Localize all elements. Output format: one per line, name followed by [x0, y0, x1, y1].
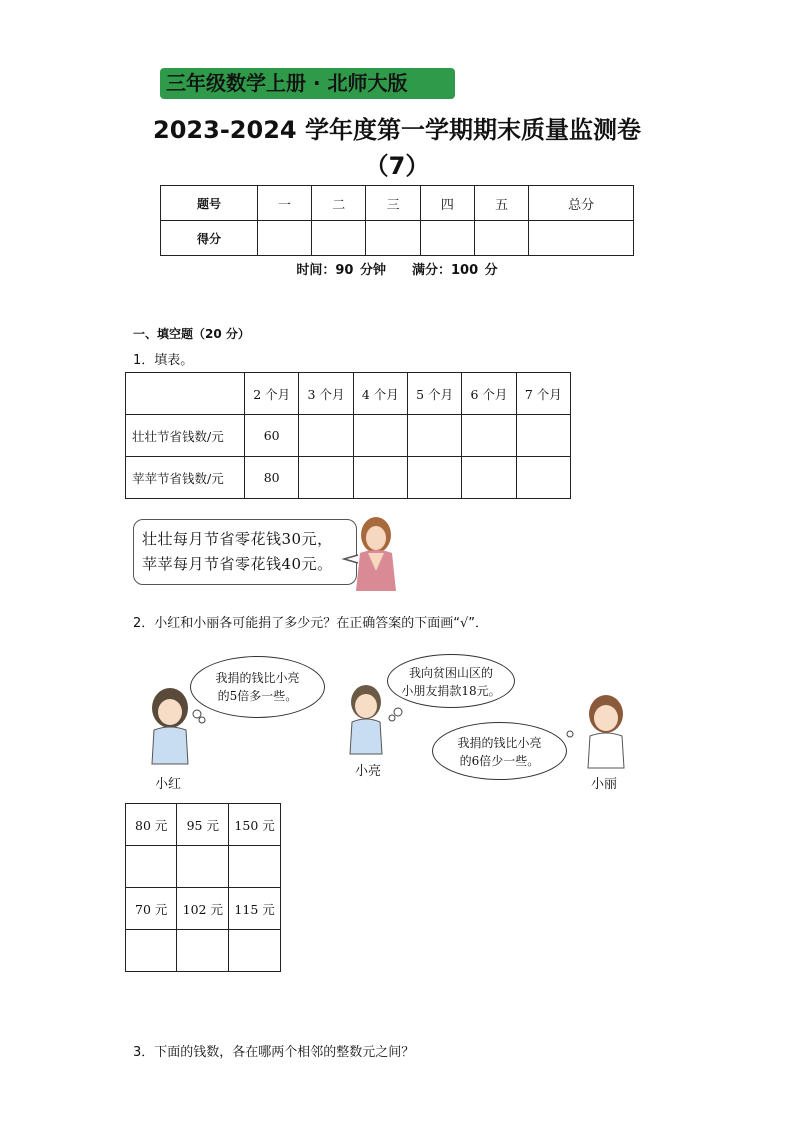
option-cell: 80 元: [126, 804, 177, 846]
month-header: 5 个月: [407, 373, 461, 415]
cloud-line: 的6倍少一些。: [459, 754, 540, 768]
thought-cloud-xiaoliang: [387, 654, 515, 708]
speech-line: 壮壮每月节省零花钱30元，: [142, 530, 333, 548]
cloud-line: 我捐的钱比小亮: [457, 736, 542, 750]
speech-line: 苹苹每月节省零花钱40元。: [142, 555, 333, 573]
answer-cell: [177, 930, 229, 972]
month-header: 4 个月: [353, 373, 407, 415]
row-label: 壮壮节省钱数/元: [126, 415, 245, 457]
month-header: 6 个月: [462, 373, 516, 415]
donation-options-table: [125, 803, 281, 972]
score-cell: [529, 221, 634, 256]
table-cell: [516, 415, 570, 457]
thought-cloud-xiaoli: [432, 722, 567, 780]
answer-cell: [229, 846, 281, 888]
xiaoliang-illustration: [340, 680, 406, 756]
option-cell: 102 元: [177, 888, 229, 930]
table-cell: 80: [245, 457, 299, 499]
score-cell: [420, 221, 474, 256]
score-cell: [257, 221, 311, 256]
blank-header-cell: [126, 373, 245, 415]
score-col: 总分: [529, 186, 634, 221]
month-header: 2 个月: [245, 373, 299, 415]
question-2: 2．小红和小丽各可能捐了多少元？在正确答案的下面画“√”．: [133, 616, 489, 631]
label-xiaoli: 小丽: [591, 777, 618, 792]
table-cell: [299, 457, 353, 499]
score-col: 二: [312, 186, 366, 221]
table-cell: 60: [245, 415, 299, 457]
grade-badge: 三年级数学上册 · 北师大版: [160, 68, 455, 99]
answer-cell: [126, 846, 177, 888]
xiaoli-illustration: [566, 690, 638, 770]
answer-cell: [229, 930, 281, 972]
table-cell: [462, 457, 516, 499]
exam-title: 2023-2024 学年度第一学期期末质量监测卷: [153, 116, 641, 144]
score-cell: [312, 221, 366, 256]
score-col: 四: [420, 186, 474, 221]
girl-illustration: [340, 513, 410, 593]
table-cell: [462, 415, 516, 457]
score-col: 一: [257, 186, 311, 221]
option-cell: 70 元: [126, 888, 177, 930]
cloud-line: 我向贫困山区的: [408, 666, 493, 680]
option-cell: 95 元: [177, 804, 229, 846]
score-table: [160, 185, 634, 256]
question-3: 3．下面的钱数，各在哪两个相邻的整数元之间？: [133, 1045, 415, 1060]
cloud-line: 我捐的钱比小亮: [215, 671, 300, 685]
label-xiaohong: 小红: [155, 777, 182, 792]
score-cell: [475, 221, 529, 256]
table-cell: [407, 415, 461, 457]
savings-table: [125, 372, 571, 499]
speech-box: [133, 519, 357, 585]
table-cell: [353, 457, 407, 499]
xiaohong-illustration: [140, 684, 212, 768]
table-cell: [299, 415, 353, 457]
month-header: 3 个月: [299, 373, 353, 415]
exam-info: 时间：90 分钟 满分：100 分: [296, 263, 498, 278]
cloud-line: 的5倍多一些。: [217, 689, 298, 703]
row-label: 苹苹节省钱数/元: [126, 457, 245, 499]
cloud-line: 小朋友捐款18元。: [401, 684, 501, 698]
answer-cell: [126, 930, 177, 972]
score-row-label: 得分: [161, 221, 258, 256]
section-title: 一、填空题（20 分）: [133, 327, 250, 341]
score-header-label: 题号: [161, 186, 258, 221]
month-header: 7 个月: [516, 373, 570, 415]
score-col: 三: [366, 186, 420, 221]
table-cell: [407, 457, 461, 499]
answer-cell: [177, 846, 229, 888]
question-1: 1．填表。: [133, 353, 194, 368]
label-xiaoliang: 小亮: [355, 764, 382, 779]
table-cell: [353, 415, 407, 457]
score-cell: [366, 221, 420, 256]
table-cell: [516, 457, 570, 499]
option-cell: 115 元: [229, 888, 281, 930]
exam-number: （7）: [364, 152, 430, 180]
option-cell: 150 元: [229, 804, 281, 846]
score-col: 五: [475, 186, 529, 221]
